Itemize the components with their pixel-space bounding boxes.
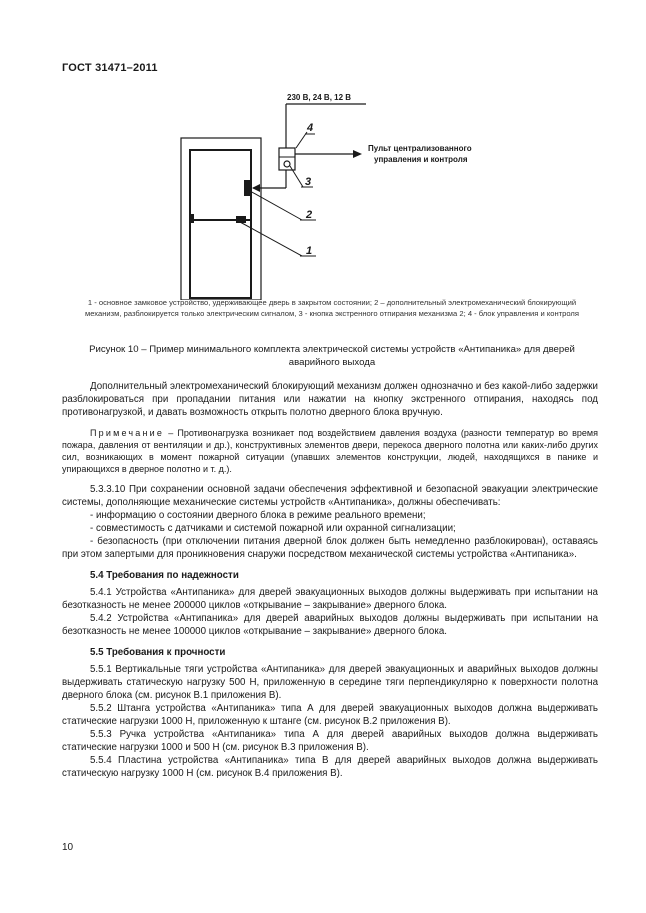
legend-item-1: 1 - основное замковое устройство, удерживающее дверь в закрытом состоянии;: [87, 298, 372, 307]
note-text: – Противонагрузка возникает под воздействием давления воздуха (разности температур во время пожара, давления от вентиляции и др.), конструктивных элементов двери, перекоса дверного полотна или каких-либо других сил, возникающих в момент пожарной ситуации (упавших элементов конструкции, людей, находящихся в панике и упирающихся в дверное полотно и т. д.).: [62, 428, 598, 474]
section-heading-5-4: 5.4 Требования по надежности: [90, 570, 239, 581]
note: [62, 427, 598, 475]
panel-label-line2: управления и контроля: [374, 155, 468, 164]
main-lock: [236, 216, 246, 223]
page-number: 10: [62, 842, 74, 853]
paragraph-5-4-1: 5.4.1 Устройства «Антипаника» для дверей эвакуационных выходов должны выдерживать при испытании на безотказность не менее 200000 циклов «открывание – закрывание» дверного блока.: [62, 587, 598, 611]
callout-2: 2: [306, 209, 313, 221]
paragraph-5-5-2: 5.5.2 Штанга устройства «Антипаника» типа А для дверей эвакуационных выходов должна выдерживать статические нагрузки 1000 Н, приложенную к штанге (см. рисунок В.2 приложения В).: [62, 703, 598, 727]
callout-3: 3: [305, 176, 312, 188]
figure-caption: Рисунок 10 – Пример минимального комплекта электрической системы устройств «Антипаника» для дверей аварийного выхода: [89, 344, 575, 368]
section-heading-5-5: 5.5 Требования к прочности: [90, 647, 226, 658]
paragraph-blocking-mechanism: Дополнительный электромеханический блокирующий механизм должен однозначно и без какой-либо задержки разблокироваться при пропадании питания или нажатии на кнопку экстренного отпирания, находясь под противонагрузкой, и давать возможность открыть полотно дверного блока вручную.: [62, 381, 598, 418]
document-body: [62, 380, 598, 780]
voltage-label: 230 В, 24 В, 12 В: [287, 93, 352, 102]
list-item: - информацию о состоянии дверного блока в режиме реального времени;: [90, 510, 426, 521]
hinge-mark: [190, 214, 194, 223]
door-leaf: [190, 150, 251, 298]
document-header: ГОСТ 31471–2011: [62, 62, 158, 74]
paragraph-5-5-3: 5.5.3 Ручка устройства «Антипаника» типа А для дверей аварийных выходов должна выдерживать статические нагрузки 1000 и 500 Н (см. рисунок В.3 приложения В).: [62, 729, 598, 753]
leader-1: [240, 222, 302, 256]
paragraph-5-3-3-10: 5.3.3.10 При сохранении основной задачи обеспечения эффективной и безопасной эвакуации электрические системы, дополняющие механические системы устройств «Антипаника», должны обеспечивать:: [62, 484, 598, 508]
paragraph-5-5-1: 5.5.1 Вертикальные тяги устройства «Антипаника» для дверей эвакуационных и аварийных выходов должны выдерживать статическую нагрузку 500 Н, приложенную в середине тяги перпендикулярно к поверхности полотна дверного блока (см. рисунок В.1 приложения В).: [62, 664, 598, 701]
leader-2: [250, 191, 302, 220]
arrow-to-lock: [252, 184, 260, 192]
list-item: - безопасность (при отключении питания дверной блок должен быть немедленно разблокирован), оставаясь при этом запертыми для проникновения снаружи посредством механической системы устройства «Антипаника».: [62, 536, 598, 560]
leader-3: [290, 166, 303, 187]
paragraph-5-4-2: 5.4.2 Устройства «Антипаника» для дверей аварийных выходов должны выдерживать при испытании на безотказность не менее 100000 циклов «открывание – закрывание» дверного блока.: [62, 613, 598, 637]
callout-4: 4: [307, 122, 314, 134]
list-item: - совместимость с датчиками и системой пожарной или охранной сигнализации;: [90, 523, 456, 534]
note-label: Примечание: [90, 428, 165, 438]
arrow-to-panel: [353, 150, 362, 158]
callout-1: 1: [306, 245, 313, 257]
panel-label-line1: Пульт централизованного: [368, 144, 472, 153]
electromechanical-lock: [244, 180, 250, 196]
paragraph-5-5-4: 5.5.4 Пластина устройства «Антипаника» типа В для дверей аварийных выходов должна выдерживать статическую нагрузку 1000 Н (см. рисунок В.4 приложения В).: [62, 755, 598, 779]
figure-legend: [72, 297, 592, 319]
legend-item-3: 3 - кнопка экстренного отпирания механизма 2;: [298, 309, 466, 318]
door-diagram: [0, 0, 646, 300]
legend-item-2: 2 – дополнительный электромеханический блокирующий механизм, разблокируется только электрическим сигналом,: [85, 298, 577, 318]
legend-item-4: 4 - блок управления и контроля: [467, 309, 579, 318]
